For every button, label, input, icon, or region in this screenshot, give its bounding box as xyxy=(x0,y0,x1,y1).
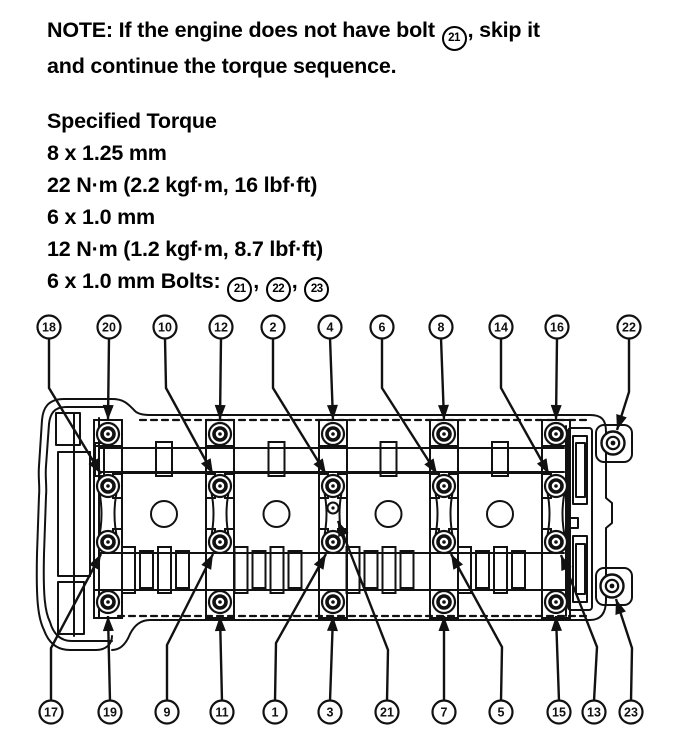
spec-bolt-size-8mm: 8 x 1.25 mm xyxy=(47,141,167,165)
oil-passage-circle xyxy=(264,501,290,527)
callout-number: 5 xyxy=(497,705,505,720)
arrowhead xyxy=(327,405,338,420)
callout-20 xyxy=(98,316,121,339)
note-line1-pre: NOTE: If the engine does not have bolt xyxy=(47,18,441,42)
leader-15 xyxy=(551,616,562,701)
callout-6 xyxy=(371,316,394,339)
end-plate-window-inner xyxy=(576,544,585,594)
callout-number: 12 xyxy=(214,320,228,335)
circled-number-21: 21 xyxy=(227,277,252,302)
oil-passage-circle xyxy=(376,501,402,527)
cam-lobe xyxy=(176,551,189,588)
exhaust-cam-rail xyxy=(100,448,564,472)
end-plate-window-inner xyxy=(576,443,585,497)
callout-number: 22 xyxy=(622,320,636,335)
callout-number: 18 xyxy=(42,320,56,335)
callout-12 xyxy=(210,316,233,339)
callout-number: 20 xyxy=(102,320,116,335)
spec-bolts-prefix: 6 x 1.0 mm Bolts: xyxy=(47,269,227,293)
callout-number: 9 xyxy=(163,705,171,720)
bolt-4 xyxy=(322,423,344,445)
bolt-11 xyxy=(209,591,231,613)
callout-15 xyxy=(548,701,571,724)
bolt-22 xyxy=(602,432,625,455)
bolt-17 xyxy=(97,531,119,553)
end-plate-tab xyxy=(570,518,578,528)
leader-8 xyxy=(438,338,449,420)
callout-14 xyxy=(490,316,513,339)
bolt-6 xyxy=(433,475,455,497)
cylinder-section xyxy=(113,442,215,593)
cylinder-section xyxy=(338,442,439,593)
bolt-20 xyxy=(97,423,119,445)
callout-number: 1 xyxy=(271,705,279,720)
cam-holder xyxy=(206,420,234,618)
specs-title: Specified Torque xyxy=(47,109,217,133)
callout-16 xyxy=(546,316,569,339)
callout-number: 10 xyxy=(158,320,172,335)
spec-torque-8mm: 22 N·m (2.2 kgf·m, 16 lbf·ft) xyxy=(47,173,318,197)
bolt-2 xyxy=(322,475,344,497)
circled-number-21: 21 xyxy=(442,26,467,51)
cam-lobe xyxy=(253,551,266,588)
callout-number: 16 xyxy=(550,320,564,335)
leader-11 xyxy=(215,616,226,701)
leader-6 xyxy=(382,338,437,474)
leader-16 xyxy=(551,338,562,420)
bolt-10 xyxy=(209,475,231,497)
callout-3 xyxy=(319,701,342,724)
leader-20 xyxy=(103,338,114,420)
note-line1-post: , skip it xyxy=(467,18,540,42)
leader-3 xyxy=(327,616,338,701)
bolt-12 xyxy=(209,423,231,445)
callout-number: 11 xyxy=(215,705,229,720)
cylinder-section xyxy=(449,442,551,593)
separator: , xyxy=(291,269,304,293)
head-body-outline xyxy=(112,399,612,650)
arrowhead xyxy=(616,414,626,430)
callout-1 xyxy=(264,701,287,724)
cam-lobe xyxy=(140,551,153,588)
callout-number: 8 xyxy=(437,320,445,335)
callout-number: 21 xyxy=(380,705,394,720)
bolt-7 xyxy=(433,591,455,613)
arrowhead xyxy=(103,405,114,420)
bolt-19 xyxy=(97,591,119,613)
callout-13 xyxy=(583,701,606,724)
bolt-9 xyxy=(209,531,231,553)
callout-number: 7 xyxy=(440,705,448,720)
callout-11 xyxy=(211,701,234,724)
callout-number: 13 xyxy=(587,705,601,720)
oil-passage-circle xyxy=(487,501,513,527)
leader-4 xyxy=(327,338,338,420)
callout-18 xyxy=(38,316,61,339)
callout-number: 14 xyxy=(494,320,508,335)
cam-holder xyxy=(319,420,347,618)
bolt-16 xyxy=(545,423,567,445)
callout-5 xyxy=(490,701,513,724)
holders-and-cylinders xyxy=(94,420,570,618)
leader-7 xyxy=(439,616,450,701)
bolt-8 xyxy=(433,423,455,445)
cylinder-section xyxy=(225,442,328,593)
bolt-14 xyxy=(545,475,567,497)
callout-7 xyxy=(433,701,456,724)
callout-17 xyxy=(40,701,63,724)
callout-8 xyxy=(430,316,453,339)
bolt-15 xyxy=(545,591,567,613)
callout-number: 4 xyxy=(326,320,334,335)
callout-number: 6 xyxy=(378,320,386,335)
callout-23 xyxy=(620,701,643,724)
arrowhead xyxy=(215,405,226,420)
bolt-13 xyxy=(545,531,567,553)
spec-torque-6mm: 12 N·m (1.2 kgf·m, 8.7 lbf·ft) xyxy=(47,237,323,261)
cam-lobe xyxy=(289,551,302,588)
callout-number: 2 xyxy=(269,320,277,335)
callout-number: 17 xyxy=(44,705,58,720)
oil-passage-circle xyxy=(151,501,177,527)
cam-lobe xyxy=(476,551,489,588)
callout-number: 19 xyxy=(103,705,117,720)
bolt-21 xyxy=(328,503,339,514)
bolt-18 xyxy=(97,475,119,497)
leader-22 xyxy=(616,338,629,430)
callout-21 xyxy=(376,701,399,724)
leader-23 xyxy=(615,599,632,701)
circled-number-22: 22 xyxy=(266,277,291,302)
cam-lobe xyxy=(401,551,414,588)
note-line-2: and continue the torque sequence. xyxy=(47,54,397,79)
callout-number: 15 xyxy=(552,705,566,720)
callout-number: 3 xyxy=(326,705,334,720)
callout-9 xyxy=(156,701,179,724)
cam-lobe xyxy=(365,551,378,588)
callout-2 xyxy=(262,316,285,339)
arrowhead xyxy=(438,405,449,420)
cam-holder xyxy=(430,420,458,618)
callout-10 xyxy=(154,316,177,339)
leader-12 xyxy=(215,338,226,420)
separator: , xyxy=(253,269,265,293)
circled-number-23: 23 xyxy=(304,277,329,302)
callout-22 xyxy=(618,316,641,339)
callout-19 xyxy=(99,701,122,724)
cam-lobe xyxy=(512,551,525,588)
bolt-5 xyxy=(433,531,455,553)
bolt-3 xyxy=(322,591,344,613)
callout-number: 23 xyxy=(624,705,638,720)
spec-bolt-size-6mm: 6 x 1.0 mm xyxy=(47,205,155,229)
bolt-23 xyxy=(601,575,624,598)
arrowhead xyxy=(615,599,625,615)
arrowhead xyxy=(201,554,213,570)
callout-4 xyxy=(319,316,342,339)
arrowhead xyxy=(551,405,562,420)
leader-19 xyxy=(103,616,114,701)
